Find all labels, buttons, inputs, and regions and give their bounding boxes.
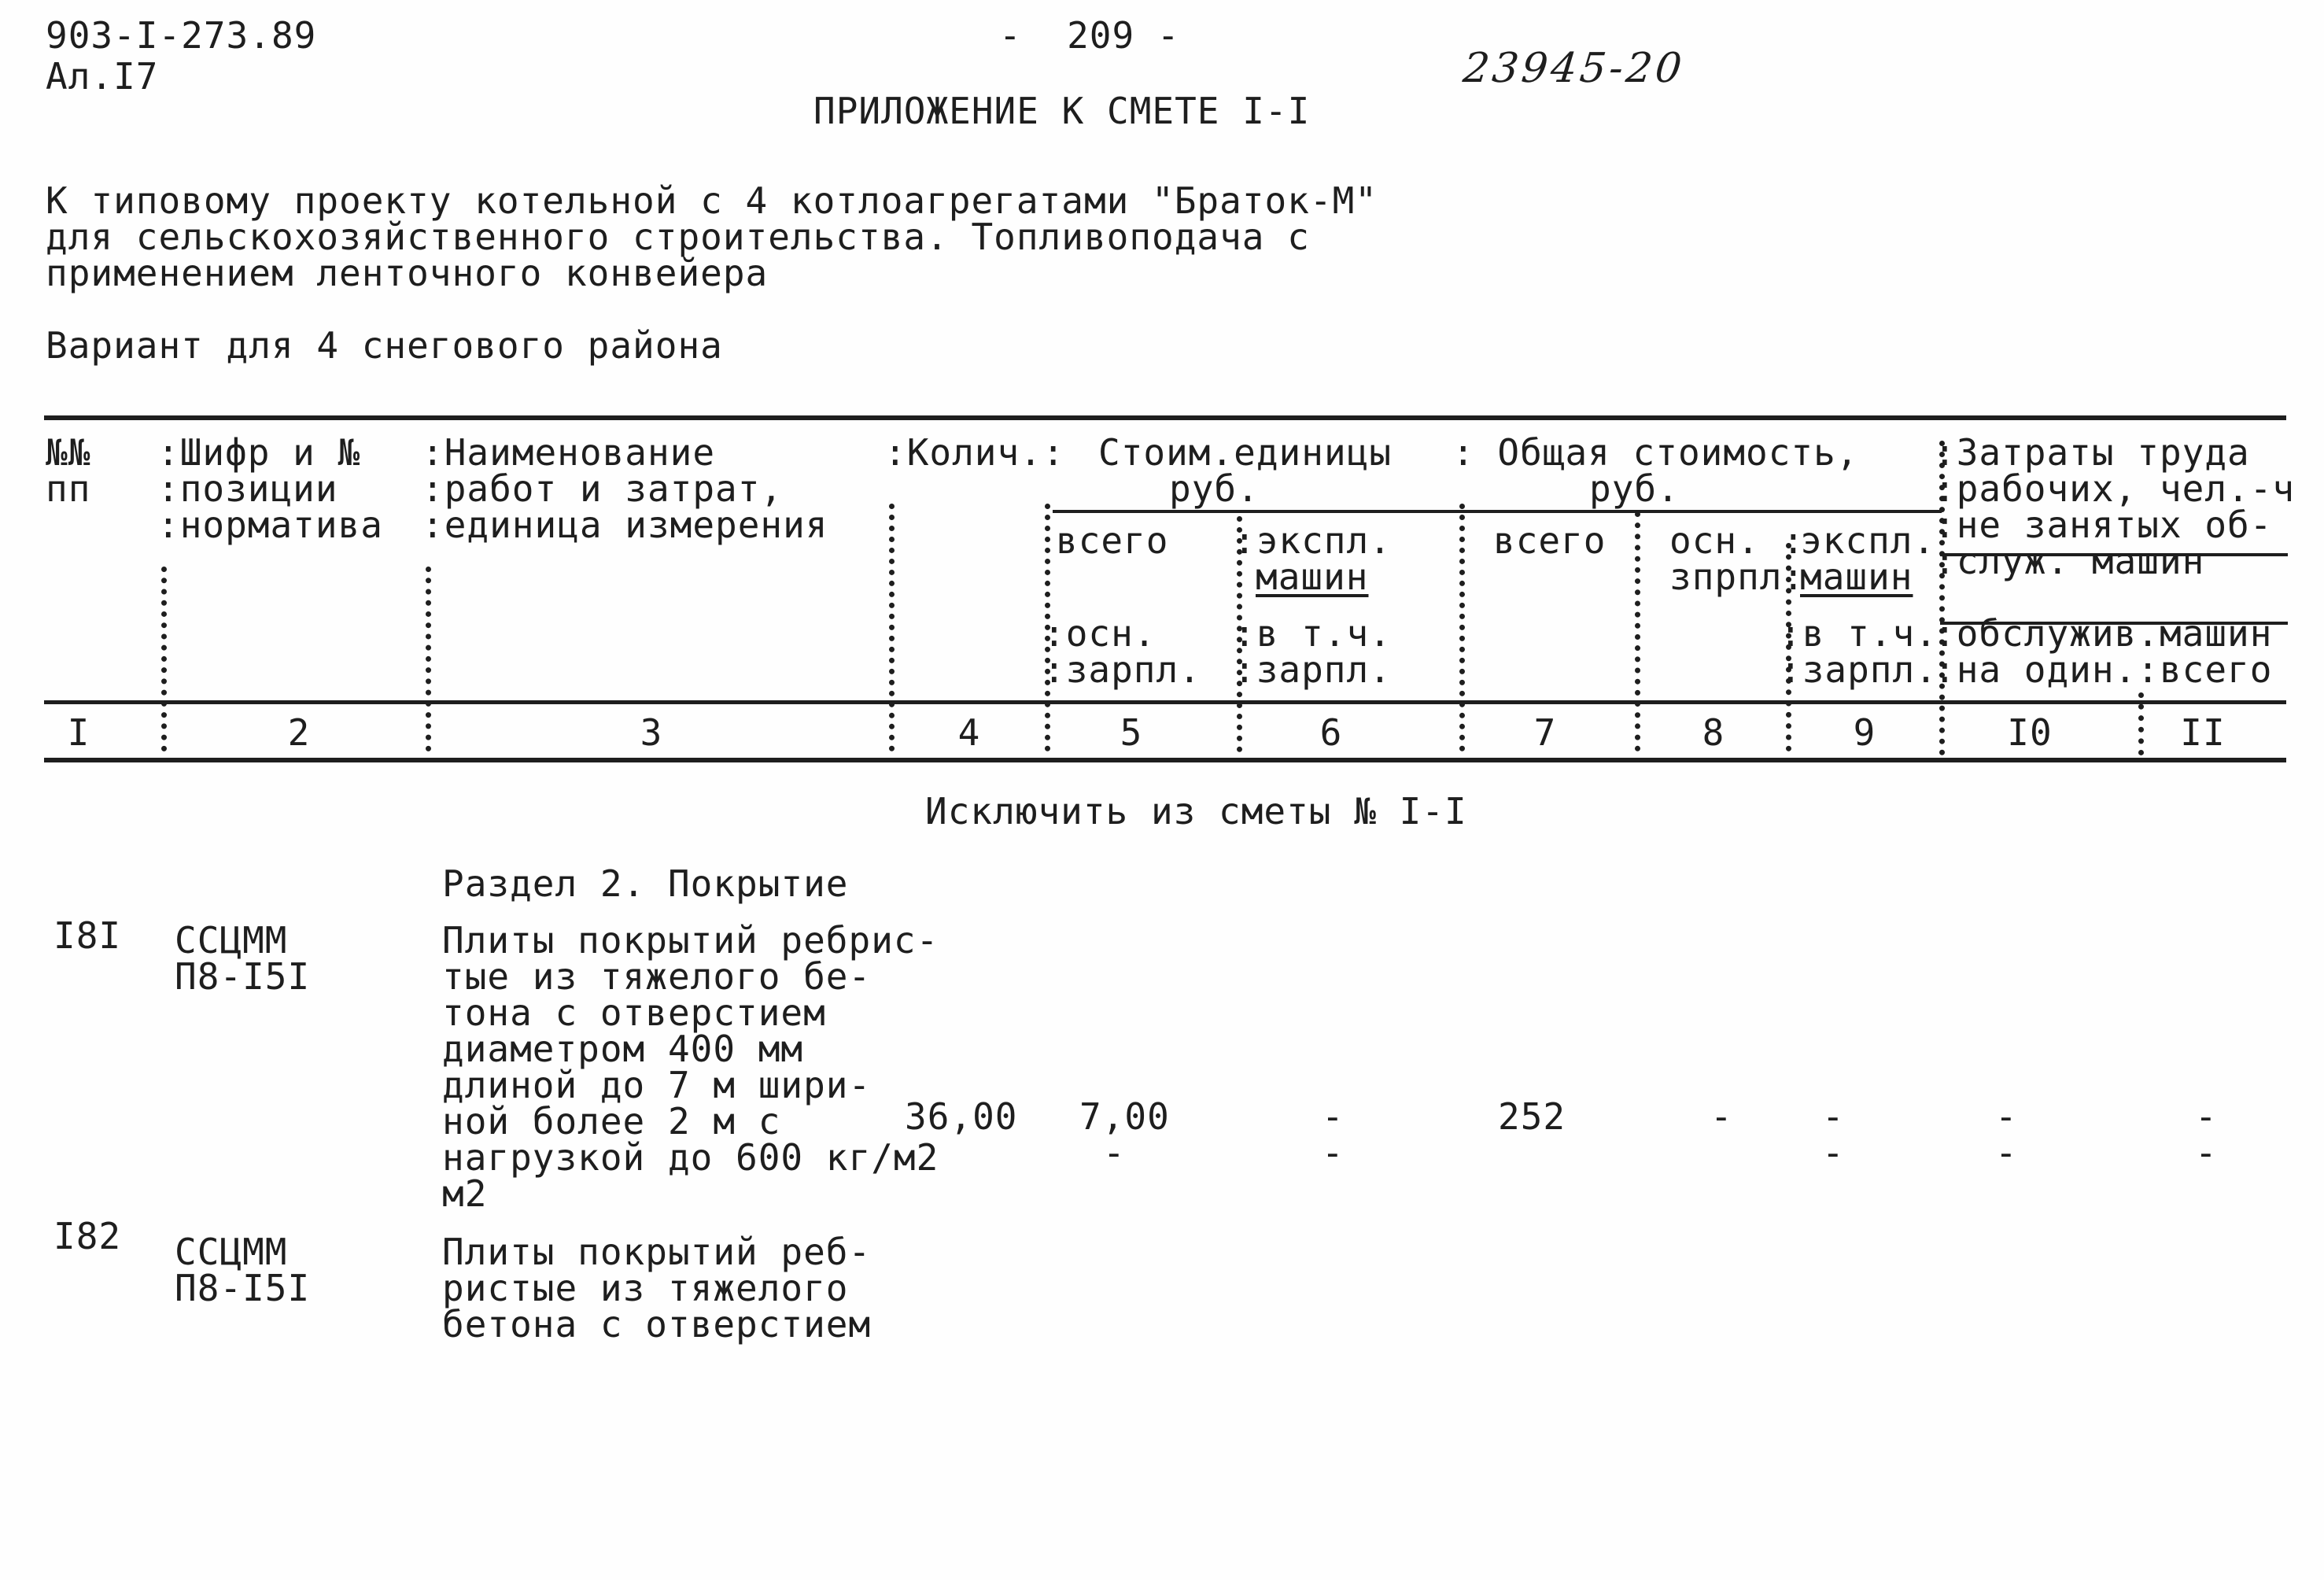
page-number: - 209 - [999, 14, 1180, 57]
col3-header: :работ и затрат, [422, 467, 784, 510]
col-number: II [2180, 711, 2226, 754]
unit-incl-header: :зарпл. [1234, 648, 1392, 691]
col3-header: :Наименование [422, 431, 716, 474]
labor-header: :рабочих, чел.-ч [1934, 467, 2296, 510]
col-number: 6 [1319, 711, 1343, 754]
doc-code: 903-I-273.89 [46, 14, 317, 57]
col3-header: :единица измерения [422, 504, 828, 546]
labor-sub-header: :на один.:всего [1934, 648, 2273, 691]
unit-cost-currency: руб. [1169, 467, 1260, 510]
col-sep [889, 504, 895, 751]
total-incl-header: :в т.ч. [1780, 612, 1938, 655]
total-salary-header: зпрпл: [1669, 556, 1806, 598]
col1-header: №№ [46, 431, 91, 474]
variant-line: Вариант для 4 снегового района [46, 324, 723, 367]
col-number: 2 [287, 711, 311, 754]
total-cost-header: : Общая стоимость, [1452, 431, 1859, 474]
col-sep [2138, 692, 2144, 755]
col-number: 3 [640, 711, 663, 754]
row-unit-machines: - [1322, 1095, 1345, 1138]
total-machines-header: машин [1800, 556, 1913, 598]
document-title: ПРИЛОЖЕНИЕ К СМЕТЕ I-I [813, 90, 1311, 132]
row-code: ССЦММ [175, 1231, 288, 1273]
row-unit-incl: - [1322, 1131, 1345, 1174]
row-labor-one: - [1995, 1095, 2018, 1138]
labor-sub-header: :обслужив.машин [1934, 612, 2273, 655]
col-number: 9 [1853, 711, 1876, 754]
col-number: 5 [1120, 711, 1143, 754]
handwritten-number: 23945-20 [1460, 45, 1688, 92]
subject-line-1: К типовому проекту котельной с 4 котлоагрегатами "Браток-М" [46, 179, 1378, 222]
col-number: I [67, 711, 90, 754]
total-machines-header: экспл. [1800, 519, 1936, 562]
unit-total-header: всего [1056, 519, 1169, 562]
exclude-title: Исключить из сметы № I-I [925, 790, 1467, 832]
row-name: Плиты покрытий реб- [442, 1231, 872, 1273]
row-unit-total: 7,00 [1079, 1095, 1170, 1138]
numbers-bottom-rule [44, 758, 2286, 762]
col-sep [426, 567, 431, 751]
section-title: Раздел 2. Покрытие [442, 862, 849, 905]
row-labor-all: - [2195, 1095, 2218, 1138]
col2-header: :Шифр и № [157, 431, 361, 474]
labor-header: :Затраты труда [1934, 431, 2250, 474]
row-quantity: 36,00 [905, 1095, 1018, 1138]
unit-machines-header: :экспл. [1234, 519, 1392, 562]
row-name: ной более 2 м с [442, 1100, 781, 1143]
row-name: тона с отверстием [442, 991, 826, 1034]
row-total-incl: - [1822, 1131, 1845, 1174]
col-number: 7 [1533, 711, 1557, 754]
subject-line-2: для сельскохозяйственного строительства. Топливоподача с [46, 216, 1310, 258]
col-number: I0 [2007, 711, 2053, 754]
row-labor-one: - [1995, 1131, 2018, 1174]
row-labor-all: - [2195, 1131, 2218, 1174]
total-cost-currency: руб. [1589, 467, 1680, 510]
table-top-rule [44, 415, 2286, 420]
unit-salary-header: :осн. [1043, 612, 1156, 655]
unit-incl-header: :в т.ч. [1234, 612, 1392, 655]
col-sep [161, 567, 167, 751]
unit-machines-header: машин [1256, 556, 1369, 598]
row-name: тые из тяжелого бе- [442, 955, 872, 998]
col4-header: :Колич.: [884, 431, 1065, 474]
header-bottom-rule [44, 700, 2286, 704]
total-salary-header: осн. : [1669, 519, 1806, 562]
unit-salary-header: :зарпл. [1043, 648, 1201, 691]
labor-header: :не занятых об- [1934, 504, 2273, 546]
row-total-salary: - [1710, 1095, 1733, 1138]
unit-cost-header: Стоим.единицы [1098, 431, 1393, 474]
row-code: П8-I5I [175, 955, 311, 998]
row-name: ристые из тяжелого [442, 1267, 849, 1309]
col2-header: :норматива [157, 504, 383, 546]
col-number: 4 [957, 711, 981, 754]
row-name: длиной до 7 м шири- [442, 1064, 872, 1106]
total-incl-header: :зарпл. [1780, 648, 1938, 691]
row-total-machines: - [1822, 1095, 1845, 1138]
row-code: ССЦММ [175, 919, 288, 962]
col1-header: пп [46, 467, 91, 510]
col-sep [1635, 511, 1640, 751]
row-unit-salary: - [1103, 1131, 1126, 1174]
total-all-header: всего [1493, 519, 1607, 562]
row-number: I8I [53, 914, 122, 957]
row-name: Плиты покрытий ребрис- [442, 919, 939, 962]
row-name: бетона с отверстием [442, 1303, 872, 1346]
labor-header: :служ. машин [1934, 540, 2205, 582]
row-total: 252 [1498, 1095, 1566, 1138]
col2-header: :позиции [157, 467, 338, 510]
row-number: I82 [53, 1215, 122, 1257]
col-sep [1459, 504, 1465, 751]
album-number: Ал.I7 [46, 55, 159, 98]
row-code: П8-I5I [175, 1267, 311, 1309]
subject-line-3: применением ленточного конвейера [46, 252, 769, 294]
row-name: нагрузкой до 600 кг/м2 [442, 1136, 939, 1179]
row-unit: м2 [442, 1172, 488, 1215]
col-number: 8 [1702, 711, 1725, 754]
row-name: диаметром 400 мм [442, 1028, 804, 1070]
cost-group-rule [1053, 510, 1942, 513]
